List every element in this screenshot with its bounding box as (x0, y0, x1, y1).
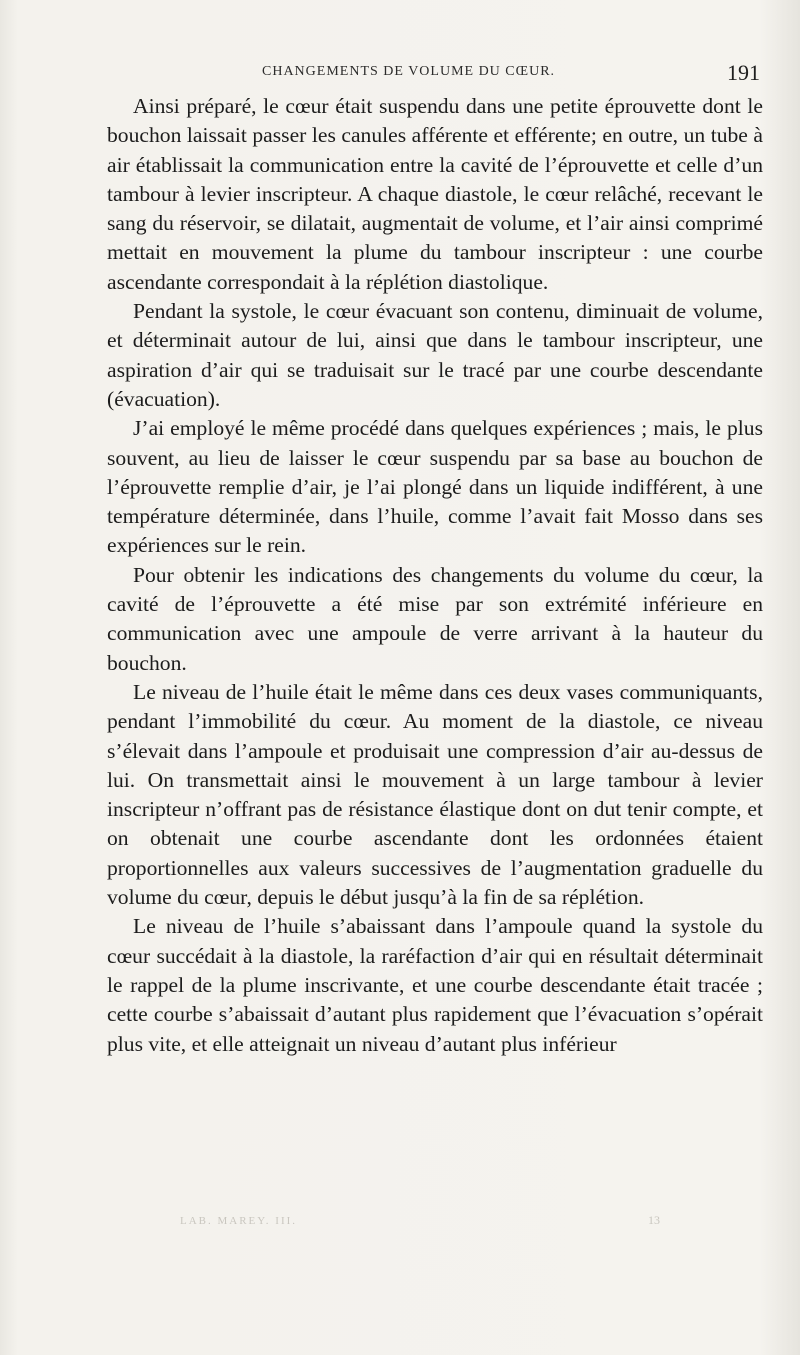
body-text (107, 92, 763, 1059)
paragraph-6: Le niveau de l’huile s’abaissant dans l’ampoule quand la systole du cœur succédait à la diastole, la raréfaction d’air qui en résultait déterminait le rappel de la plume inscrivante, et une courbe descendante était tracée ; cette courbe s’abaissait d’autant plus rapidement que l’évacuation s’opérait plus vite, et elle atteignait un niveau d’autant plus inférieur (107, 914, 763, 1056)
sheet-number: 13 (648, 1213, 660, 1227)
paragraph-1: Ainsi préparé, le cœur était suspendu dans une petite éprouvette dont le bouchon laissait passer les canules afférente et efférente; en outre, un tube à air établissait la communication entre la cavité de l’éprouvette et celle d’un tambour à levier inscripteur. A chaque diastole, le cœur relâché, recevant le sang du réservoir, se dilatait, augmentait de volume, et l’air ainsi comprimé mettait en mouvement la plume du tambour inscripteur : une courbe ascendante correspondait à la réplétion diastolique. (107, 94, 763, 294)
paragraph-4: Pour obtenir les indications des changements du volume du cœur, la cavité de l’éprouvette a été mise par son extrémité inférieure en communication avec une ampoule de verre arrivant à la hauteur du bouchon. (107, 562, 763, 675)
paragraph-3: J’ai employé le même procédé dans quelques expériences ; mais, le plus souvent, au lieu de laisser le cœur suspendu par sa base au bouchon de l’éprouvette remplie d’air, je l’ai plongé dans un liquide indifférent, à une température déterminée, dans l’huile, comme l’avait fait Mosso dans ses expériences sur le rein. (107, 416, 763, 558)
paragraph-2: Pendant la systole, le cœur évacuant son contenu, diminuait de volume, et déterminait autour de lui, ainsi que dans le tambour inscripteur, une aspiration d’air qui se traduisait sur le tracé par une courbe descendante (évacuation). (107, 299, 763, 411)
printer-signature: LAB. MAREY. III. (180, 1215, 298, 1227)
running-title: CHANGEMENTS DE VOLUME DU CŒUR. (262, 64, 556, 79)
page-number: 191 (727, 60, 760, 85)
paragraph-5: Le niveau de l’huile était le même dans ces deux vases communiquants, pendant l’immobilité du cœur. Au moment de la diastole, ce niveau s’élevait dans l’ampoule et produisait une compression d’air au-dessus de lui. On transmettait ainsi le mouvement à un large tambour à levier inscripteur n’offrant pas de résistance élastique dont on dut tenir compte, et on obtenait une courbe ascendante dont les ordonnées étaient proportionnelles aux valeurs successives de l’augmentation graduelle du volume du cœur, depuis le début jusqu’à la fin de sa réplétion. (107, 679, 763, 910)
